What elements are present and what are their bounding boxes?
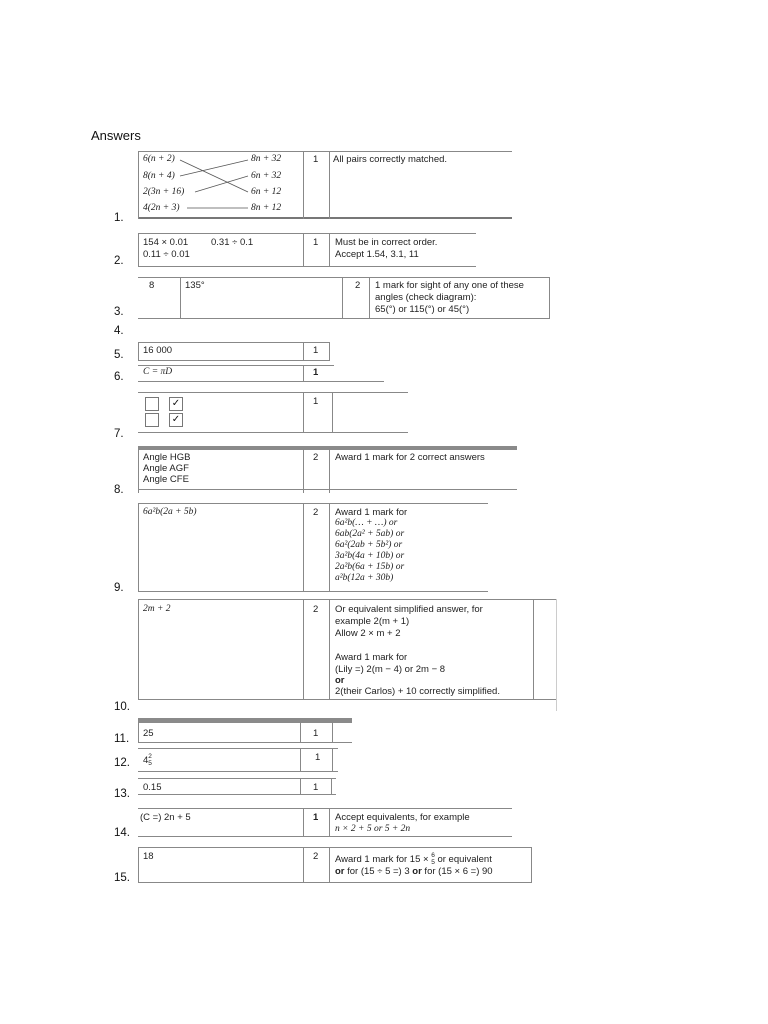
checkbox-empty-1 [145, 397, 159, 411]
guidance-9-line-6: 2a²b(6a + 15b) or [335, 562, 405, 572]
question-number-1: 1. [114, 212, 124, 224]
question-number-15: 15. [114, 872, 130, 884]
matching-left-4: 4(2n + 3) [143, 203, 180, 213]
answer-10: 2m + 2 [143, 604, 171, 614]
answer-9: 6a²b(2a + 5b) [143, 507, 197, 517]
mark-2: 1 [313, 237, 319, 248]
answer-14: (C =) 2n + 5 [140, 812, 191, 823]
matching-lines [0, 0, 768, 240]
guidance-10-line-7: or [335, 675, 345, 686]
answer-12: 42 5 [143, 753, 152, 767]
question-number-5: 5. [114, 349, 124, 361]
question-number-7: 7. [114, 428, 124, 440]
matching-right-1: 8n + 32 [251, 154, 282, 164]
question-number-6: 6. [114, 371, 124, 383]
question-number-3: 3. [114, 306, 124, 318]
mark-3: 2 [355, 280, 361, 291]
question-number-2: 2. [114, 255, 124, 267]
mark-8: 2 [313, 452, 319, 463]
answer-13: 0.15 [143, 782, 162, 793]
mark-5: 1 [313, 345, 319, 356]
mark-7: 1 [313, 396, 319, 407]
mark-15: 2 [313, 851, 319, 862]
matching-right-2: 6n + 32 [251, 171, 282, 181]
answer-2-part-2: 0.31 ÷ 0.1 [211, 237, 254, 248]
answer-3: 135° [185, 280, 205, 291]
mark-13: 1 [313, 782, 319, 793]
page-title: Answers [91, 128, 141, 143]
question-number-10: 10. [114, 701, 130, 713]
mark-14: 1 [313, 812, 319, 823]
question-number-14: 14. [114, 827, 130, 839]
mark-10: 2 [313, 604, 319, 615]
guidance-14-line-1: Accept equivalents, for example [335, 812, 470, 823]
guidance-8: Award 1 mark for 2 correct answers [335, 452, 485, 463]
answer-8-line-1: Angle HGB [143, 452, 191, 463]
mark-9: 2 [313, 507, 319, 518]
checkbox-ticked-2: ✓ [169, 413, 183, 427]
answer-8-line-3: Angle CFE [143, 474, 189, 485]
guidance-15-line-2: or for (15 ÷ 5 =) 3 or for (15 × 6 =) 90 [335, 866, 493, 877]
guidance-1: All pairs correctly matched. [333, 154, 448, 165]
checkbox-ticked-1: ✓ [169, 397, 183, 411]
guidance-9-line-1: Award 1 mark for [335, 507, 408, 518]
answer-11: 25 [143, 728, 154, 739]
guidance-2-line-2: Accept 1.54, 3.1, 11 [335, 249, 419, 260]
guidance-10-line-1: Or equivalent simplified answer, for [335, 604, 483, 615]
guidance-9-line-4: 6a²(2ab + 5b²) or [335, 540, 403, 550]
question-number-13: 13. [114, 788, 130, 800]
answer-6: C = πD [143, 367, 173, 377]
mark-12: 1 [315, 752, 321, 763]
guidance-10-line-6: (Lily =) 2(m − 4) or 2m − 8 [335, 664, 446, 675]
question-number-11: 11. [114, 733, 130, 745]
answer-2-part-1: 154 × 0.01 [143, 237, 189, 248]
matching-right-3: 6n + 12 [251, 187, 282, 197]
guidance-9-line-7: a²b(12a + 30b) [335, 573, 394, 583]
question-number-8: 8. [114, 484, 124, 496]
guidance-3-line-3: 65(°) or 115(°) or 45(°) [375, 304, 470, 315]
guidance-3-line-2: angles (check diagram): [375, 292, 477, 303]
guidance-15-line-1: Award 1 mark for 15 × 6 5 or equivalent [335, 852, 492, 866]
answer-5: 16 000 [143, 345, 173, 356]
guidance-9-line-2: 6a²b(… + …) or [335, 518, 398, 528]
guidance-3-line-1: 1 mark for sight of any one of these [375, 280, 524, 291]
mark-6: 1 [313, 367, 319, 378]
checkbox-empty-2 [145, 413, 159, 427]
matching-left-1: 6(n + 2) [143, 154, 175, 164]
matching-right-4: 8n + 12 [251, 203, 282, 213]
answer-2-part-3: 0.11 ÷ 0.01 [143, 249, 190, 260]
answer-8-line-2: Angle AGF [143, 463, 189, 474]
matching-left-3: 2(3n + 16) [143, 187, 185, 197]
matching-left-2: 8(n + 4) [143, 171, 175, 181]
guidance-2-line-1: Must be in correct order. [335, 237, 438, 248]
question-number-4: 4. [114, 325, 124, 337]
guidance-10-line-2: example 2(m + 1) [335, 616, 410, 627]
guidance-14-line-2: n × 2 + 5 or 5 + 2n [335, 824, 411, 834]
mark-11: 1 [313, 728, 319, 739]
question-number-12: 12. [114, 757, 130, 769]
guidance-9-line-3: 6ab(2a² + 5ab) or [335, 529, 405, 539]
guidance-10-line-5: Award 1 mark for [335, 652, 408, 663]
column-value-3: 8 [149, 280, 155, 291]
answer-15: 18 [143, 851, 154, 862]
question-number-9: 9. [114, 582, 124, 594]
guidance-9-line-5: 3a²b(4a + 10b) or [335, 551, 405, 561]
guidance-10-line-8: 2(their Carlos) + 10 correctly simplified. [335, 686, 500, 697]
mark-1: 1 [313, 154, 319, 165]
guidance-10-line-3: Allow 2 × m + 2 [335, 628, 401, 639]
